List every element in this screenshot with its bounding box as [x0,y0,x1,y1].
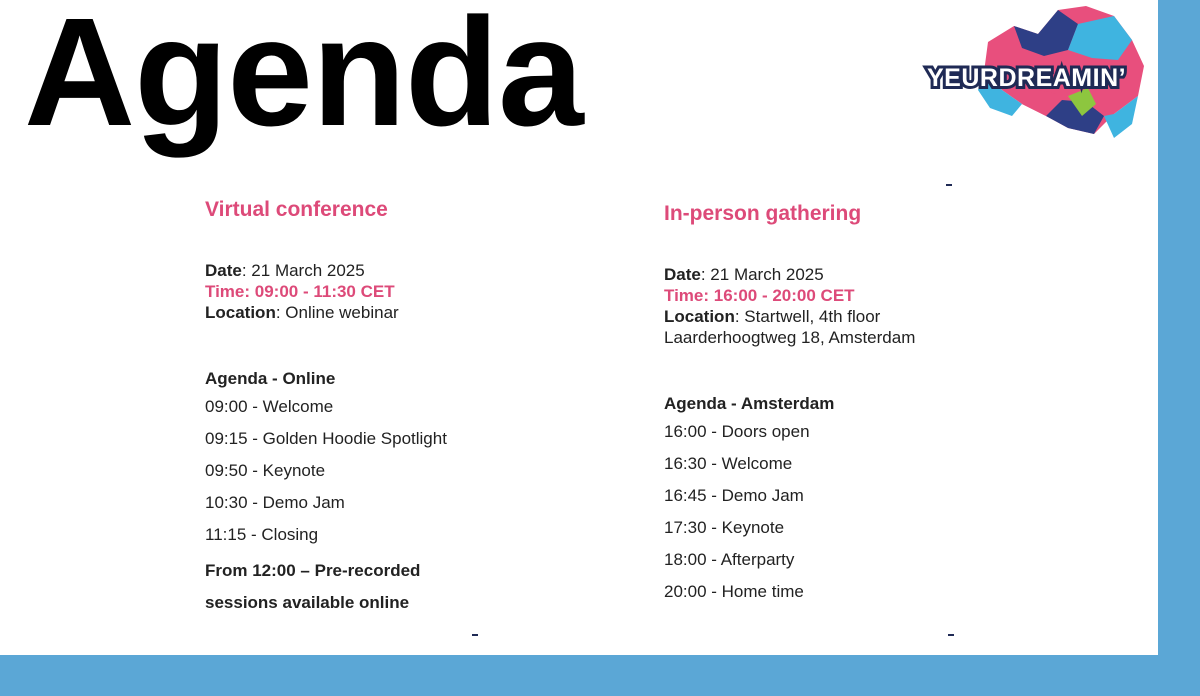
inperson-agenda-heading: Agenda - Amsterdam [664,394,835,413]
virtual-conference-section [205,196,625,619]
time-label: Time [664,286,704,305]
prerecorded-note-line2: sessions available online [205,593,410,612]
location-value: : Online webinar [275,303,399,322]
virtual-time-row [205,281,625,302]
inperson-date-row [664,264,1104,285]
time-value: : 16:00 - 20:00 CET [703,286,855,305]
inperson-gathering-section [664,200,1104,608]
agenda-item: 20:00 - Home time [664,582,804,601]
inperson-info [664,264,1104,348]
yeurdreamin-logo [918,4,1158,139]
slide-title: Agenda [24,0,583,158]
agenda-item: 16:00 - Doors open [664,422,810,441]
inperson-location-row [664,306,1104,327]
agenda-item: 16:45 - Demo Jam [664,486,804,505]
date-value: : 21 March 2025 [241,261,365,280]
frame-bottom-bar [0,655,1200,696]
prerecorded-note [205,555,625,619]
agenda-item: 16:30 - Welcome [664,454,793,473]
inperson-address-row: Laarderhoogtweg 18, Amsterdam [664,328,916,347]
location-label: Location [664,307,735,326]
virtual-agenda-heading: Agenda - Online [205,369,336,388]
agenda-item: 18:00 - Afterparty [664,550,795,569]
frame-right-bar [1158,0,1200,696]
virtual-date-row [205,260,625,281]
date-label: Date [664,265,701,284]
date-value: : 21 March 2025 [700,265,824,284]
virtual-heading: Virtual conference [205,198,388,221]
corner-tick [946,184,952,186]
virtual-info [205,260,625,323]
inperson-heading: In-person gathering [664,202,862,225]
inperson-agenda-list [664,416,1104,608]
date-label: Date [205,261,242,280]
agenda-item: 09:00 - Welcome [205,397,334,416]
virtual-agenda-list [205,391,625,551]
agenda-item: 10:30 - Demo Jam [205,493,345,512]
agenda-item: 09:15 - Golden Hoodie Spotlight [205,429,447,448]
corner-tick [472,634,478,636]
time-label: Time [205,282,245,301]
time-value: : 09:00 - 11:30 CET [244,282,395,301]
inperson-time-row [664,285,1104,306]
location-value: : Startwell, 4th floor [734,307,881,326]
agenda-item: 09:50 - Keynote [205,461,326,480]
corner-tick [948,634,954,636]
agenda-item: 11:15 - Closing [205,525,319,544]
logo-wordmark: YEURDREAMIN’ [927,64,1127,92]
prerecorded-note-line1: From 12:00 – Pre-recorded [205,561,421,580]
agenda-item: 17:30 - Keynote [664,518,785,537]
location-label: Location [205,303,276,322]
virtual-location-row [205,302,625,323]
